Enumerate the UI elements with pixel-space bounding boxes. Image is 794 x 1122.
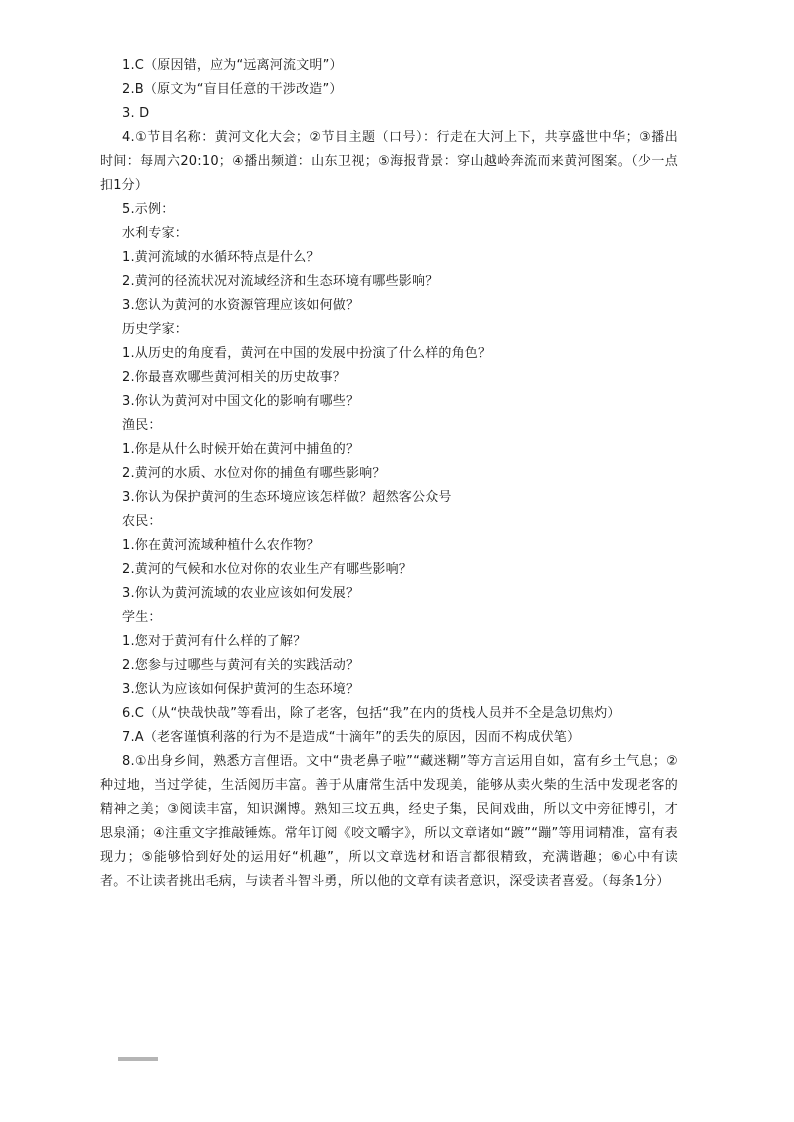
question-item: 2.黄河的气候和水位对你的农业生产有哪些影响？ [122,562,413,577]
answer-7: 7.A（老客谨慎利落的行为不是造成“十滴年”的丢失的原因，因而不构成伏笔） [122,730,581,745]
role-label: 渔民： [122,418,162,433]
answer-key [100,54,678,894]
question-item: 1.你是从什么时候开始在黄河中捕鱼的？ [122,442,360,457]
question-item: 1.从历史的角度看，黄河在中国的发展中扮演了什么样的角色？ [122,346,492,361]
question-item: 2.黄河的水质、水位对你的捕鱼有哪些影响？ [122,466,386,481]
footer-divider [118,1057,158,1061]
question-item: 1.你在黄河流域种植什么农作物？ [122,538,320,553]
question-item: 3.你认为黄河流域的农业应该如何发展？ [122,586,360,601]
answer-1: 1.C（原因错，应为“远离河流文明”） [122,58,343,73]
answer-8: 8.①出身乡间，熟悉方言俚语。文中“贵老鼻子啦”“藏迷糊”等方言运用自如，富有乡土气息；②种过地，当过学徒，生活阅历丰富。善于从庸常生活中发现美，能够从卖火柴的生活中发现老客的精神之美；③阅读丰富，知识渊博。熟知三坟五典，经史子集，民间戏曲，所以文中旁征博引，才思泉涌；④注重文字推敲锤炼。常年订阅《咬文嚼字》，所以文章诸如“踱”“蹦”等用词精准，富有表现力；⑤能够恰到好处的运用好“机趣”，所以文章选材和语言都很精致，充满谐趣；⑥心中有读者。不让读者挑出毛病，与读者斗智斗勇，所以他的文章有读者意识，深受读者喜爱。（每条1分） [100,754,678,889]
question-item: 2.你最喜欢哪些黄河相关的历史故事？ [122,370,347,385]
role-label: 历史学家： [122,322,189,337]
question-item: 2.您参与过哪些与黄河有关的实践活动？ [122,658,360,673]
question-item: 3.您认为黄河的水资源管理应该如何做？ [122,298,360,313]
question-item: 1.黄河流域的水循环特点是什么？ [122,250,320,265]
role-label: 学生： [122,610,162,625]
question-item: 1.您对于黄河有什么样的了解？ [122,634,307,649]
question-item: 2.黄河的径流状况对流域经济和生态环境有哪些影响？ [122,274,439,289]
question-item: 3.您认为应该如何保护黄河的生态环境？ [122,682,360,697]
question-item: 3.你认为黄河对中国文化的影响有哪些？ [122,394,360,409]
question-item: 3.你认为保护黄河的生态环境应该怎样做？超然客公众号 [122,490,452,505]
role-label: 水利专家： [122,226,189,241]
answer-4: 4.①节目名称：黄河文化大会；②节目主题（口号）：行走在大河上下，共享盛世中华；③播出时间：每周六20:10；④播出频道：山东卫视；⑤海报背景：穿山越岭奔流而来黄河图案。（少一点扣1分） [100,130,678,193]
answer-6: 6.C（从“快哉快哉”等看出，除了老客，包括“我”在内的货栈人员并不全是急切焦灼） [122,706,621,721]
role-label: 农民： [122,514,162,529]
answer-3: 3. D [122,106,150,121]
answer-2: 2.B（原文为“盲目任意的干涉改造”） [122,82,343,97]
answer-5-title: 5.示例： [122,202,175,217]
